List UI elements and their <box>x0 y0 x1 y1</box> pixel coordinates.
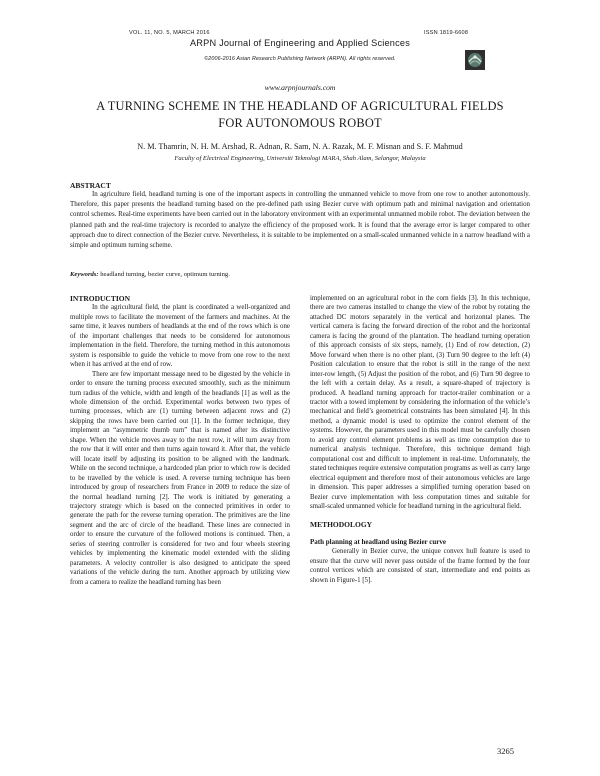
methodology-heading: METHODOLOGY <box>310 520 373 530</box>
introduction-heading: INTRODUCTION <box>70 294 131 303</box>
arpn-logo-icon <box>465 50 485 70</box>
keywords-list: headland turning, bezier curve, optimum turning. <box>100 271 230 278</box>
subsection-heading: Path planning at headland using Bezier curve <box>310 537 447 546</box>
volume-line: VOL. 11, NO. 5, MARCH 2016 <box>129 30 210 36</box>
journal-url[interactable]: www.arpnjournals.com <box>264 83 336 92</box>
left-column <box>70 294 290 587</box>
keywords-label: Keywords: <box>70 271 99 278</box>
paper-title: A TURNING SCHEME IN THE HEADLAND OF AGRICULTURAL FIELDS FOR AUTONOMOUS ROBOT <box>96 99 504 130</box>
intro-paragraph-1: In the agricultural field, the plant is coordinated a well-organized and multiple rows to facilitate the movement of the farmers and machines. At the same time, it leaves numbers of headlands at the end of the rows which is one of the important challenges that needs to be considered for autonomous implementation in the field. Therefore, the turning method in this autonomous system is responsible to guide the vehicle to move from one row to the next when it has arrived at the end of row. <box>70 304 290 369</box>
abstract-heading: ABSTRACT <box>70 181 111 190</box>
right-column <box>310 294 530 585</box>
journal-name: ARPN Journal of Engineering and Applied Sciences <box>189 38 411 48</box>
page-number: 3265 <box>497 746 514 756</box>
keywords-line <box>70 271 230 278</box>
paper-authors: N. M. Thamrin, N. H. M. Arshad, R. Adnan, R. Sam, N. A. Razak, M. F. Misnan and S. F. Mahmud <box>137 142 463 151</box>
paper-affiliation: Faculty of Electrical Engineering, Universiti Teknologi MARA, Shah Alam, Selangor, Malaysia <box>174 155 426 162</box>
issn: ISSN 1819-6608 <box>424 30 469 36</box>
intro-paragraph-2: There are few important message need to be digested by the vehicle in order to ensure the turning process executed smoothly, such as the minimum turn radius of the vehicle, width and length of the headlands [1] as well as the whole dimension of the orchid. Experimental works between two types of turning processes, which are (1) turning between adjacent rows and (2) skipping the rows have been carried out [1]. In the former technique, they implement an “asymmetric thumb turn” that is named after its distinctive shape. When the vehicle moves away to the next row, it will turn away from the row that it will enter and then turns again toward it. After that, the vehicle will locate itself by adjusting its position to be aligned with the landmark. While on the second technique, a hardcoded plan prior to which row is decided to be travelled by the vehicle is used. A reverse turning technique has been introduced by group of researchers from France in 2009 to reduce the size of the normal headland turning [2]. The work is initiated by generating a trajectory strategy which is based on the connected primitives in order to generate the path for the reverse turning operation. The primitives are the line segment and the arc of circle of the headland. These lines are connected in order to ensure the curvature of the followed motions is continued. Then, a series of steering controller is considered for two and four wheels steering vehicles by implementing the kinematic model extended with the sliding parameters. A velocity controller is also designed to anticipate the speed variations of the vehicle during the turn. Another approach by utilizing view from a camera to realize the headland turning has been <box>70 370 290 586</box>
method-paragraph-1: Generally in Bezier curve, the unique convex hull feature is used to ensure that the curve will never pass outside of the frame formed by the four control vertices which are consisted of start, intermediate and end points as shown in Figure-1 [5]. <box>310 548 530 584</box>
intro-paragraph-3: implemented on an agricultural robot in the corn fields [3]. In this technique, there are two cameras installed to change the view of the robot by rotating the attached DC motors separately in the vertical and horizontal planes. The vertical camera is facing the forward direction of the robot and the horizontal camera is facing the ground of the plantation. The headland turning operation of this approach consists of six steps, namely, (1) End of row detection, (2) Move forward when there is no other plant, (3) Turn 90 degree to the left (4) Position calculation to ensure that the robot is still in the range of the next inter-row length, (5) Adjust the position of the robot, and (6) Turn 90 degree to the left with a certain delay. As a result, a square-shaped of trajectory is produced. A headland turning approach for tractor-trailer combination or a tractor with a towed implement by considering the information of the vehicle’s mechanical and field’s geometrical constraints has been simulated [4]. In this method, a dynamic model is used to optimize the control element of the systems. However, the parameters used in this model must be carefully chosen to avoid any control element problems as well as time consumption due to numerical analysis technique. Therefore, this technique demand high computational cost and difficult to implement in real-time. Unfortunately, the stated techniques require extensive computation programs as well as carry large electrical equipment and therefore most of their autonomous vehicles are large in dimension. This paper addresses a simplified turning operation based on Bezier curve implementation with less computation times and suitable for small-scaled unmanned vehicle for headland turning in the agricultural field. <box>310 295 530 510</box>
abstract-text: In agriculture field, headland turning is one of the important aspects in controlling the unmanned vehicle to move from one row to another autonomously. Therefore, this paper presents the headland turning based on the pre-defined path using Bezier curve with optimum path and minimal navigation and orientation control schemes. Real-time experiments have been carried out in the laboratory environment with an experimental unmanned mobile robot. The deviation between the planned path and the real-time trajectory is recorded to analyze the efficiency of the proposed work. It is found that the average error is larger compared to other approach due to direct connection of the Bezier curve. Nevertheless, it is suitable to be implemented on a small-scaled unmanned vehicle in a narrow headland with a simple and optimum turning scheme. <box>70 191 530 250</box>
copyright-line: ©2006-2016 Asian Research Publishing Network (ARPN). All rights reserved. <box>204 56 396 62</box>
